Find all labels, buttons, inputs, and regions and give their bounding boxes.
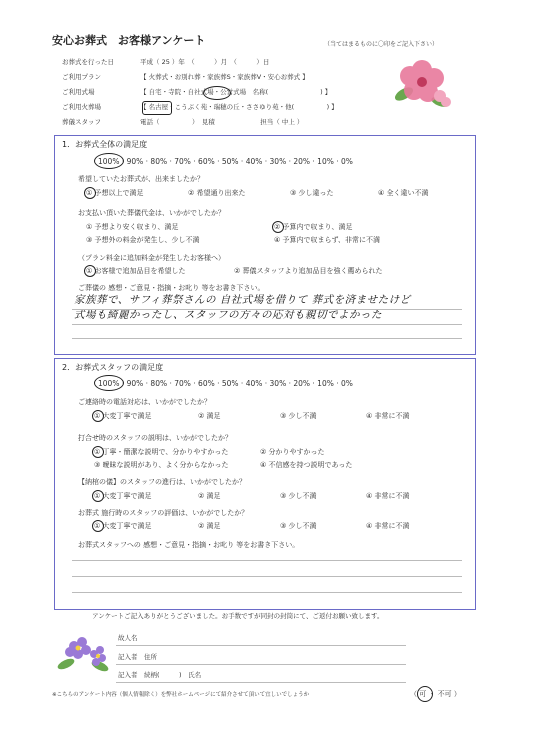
relation-name-label: 記入者 続柄( ) 氏名 <box>118 671 202 679</box>
s1-q3-opt1: ① お客様で追加品目を希望した <box>86 267 186 275</box>
crematorium-label: ご利用火葬場 <box>62 103 101 111</box>
plan-label: ご利用プラン <box>62 73 101 81</box>
s1-q1-opt2: ② 希望通り出来た <box>188 189 246 197</box>
s2-q2-mark <box>92 446 104 458</box>
s2-q2-opt4: ④ 不信感を持つ説明であった <box>260 461 353 469</box>
consent-choice: （ 可 ・ 不可 ） <box>410 690 461 698</box>
s1-q2-mark <box>272 221 284 233</box>
s2-q3-opt1: ① 大変丁寧で満足 <box>94 492 152 500</box>
consent-question: ※こちらのアンケート内容（個人情報除く）を弊社ホームページにて紹介させて頂いて宜しいでしょうか <box>52 692 310 698</box>
s2-q4-opt1: ① 大変丁寧で満足 <box>94 522 152 530</box>
staff-label: 葬儀スタッフ <box>62 118 101 126</box>
s2-q3-mark <box>92 490 104 502</box>
s2-q3: 【納棺の儀】のスタッフの進行は、いかがでしたか？ <box>78 478 246 486</box>
s2-comment-rule <box>72 592 462 593</box>
s2-q2-opt1: ① 丁寧・簡潔な説明で、分かりやすかった <box>94 448 229 456</box>
s2-q3-opt2: ② 満足 <box>198 492 221 500</box>
deceased-name-label: 故人名 <box>118 634 138 642</box>
relation-name-rule <box>116 682 406 683</box>
s1-q2-opt2: ② 予算内で収まり、満足 <box>274 223 353 231</box>
s2-q5: お葬式スタッフへの 感想・ご意見・指摘・お叱り 等をお書き下さい。 <box>78 541 300 549</box>
crematorium-selection-mark <box>142 101 172 115</box>
s2-q4-mark <box>92 520 104 532</box>
s2-q2-opt2: ② 分かりやすかった <box>260 448 325 456</box>
s2-q4: お葬式 施行時のスタッフの評価は、いかがでしたか？ <box>78 509 249 517</box>
s1-q2-opt1: ① 予想より安く収まり、満足 <box>86 223 179 231</box>
s2-q3-opt4: ④ 非常に不満 <box>366 492 410 500</box>
date-value: 平成（ 25 ）年 （ ）月 （ ）日 <box>140 58 270 66</box>
s1-q1-opt3: ③ 少し違った <box>290 189 334 197</box>
s2-q4-opt3: ③ 少し不満 <box>280 522 317 530</box>
s1-q1-mark <box>84 187 96 199</box>
s1-q2-opt4: ④ 予算内で収まらず、非常に不満 <box>274 236 380 244</box>
crematorium-value: 【 名古屋・こうぶく苑・瑞穂の丘・ささゆり苑・他( ) 】 <box>140 103 338 111</box>
s2-q1-opt4: ④ 非常に不満 <box>366 412 410 420</box>
s1-q3-opt2: ② 葬儀スタッフより追加品目を強く薦められた <box>234 267 383 275</box>
s1-comment-line2: 式場も綺麗かったし、スタッフの方々の応対も親切でよかった <box>74 309 382 321</box>
s1-comment-rule <box>72 324 462 325</box>
s2-q2: 打合せ時のスタッフの説明は、いかがでしたか？ <box>78 434 232 442</box>
s2-q1-opt2: ② 満足 <box>198 412 221 420</box>
s1-q3: （プラン料金に追加料金が発生したお客様へ） <box>78 254 225 262</box>
s1-q2: お支払い頂いた葬儀代金は、いかがでしたか？ <box>78 209 225 217</box>
s2-q3-opt3: ③ 少し不満 <box>280 492 317 500</box>
purple-flower-decoration-icon <box>56 628 112 676</box>
instruction-note: （当てはまるものに〇印をご記入下さい） <box>324 41 439 48</box>
section2-title: 2．お葬式スタッフの満足度 <box>62 363 164 372</box>
venue-selection-mark <box>203 86 231 100</box>
s1-comment-rule <box>72 338 462 339</box>
s2-comment-rule <box>72 576 462 577</box>
s2-q4-opt2: ② 満足 <box>198 522 221 530</box>
s2-q4-opt4: ④ 非常に不満 <box>366 522 410 530</box>
s2-q1-mark <box>92 410 104 422</box>
deceased-name-rule <box>116 645 406 646</box>
section1-scale-mark <box>94 153 124 169</box>
consent-mark <box>417 686 433 702</box>
address-label: 記入者 住所 <box>118 653 157 661</box>
s2-q1-opt3: ③ 少し不満 <box>280 412 317 420</box>
section1-scale: 100% · 90% · 80% · 70% · 60% · 50% · 40% · 30% · 20% · 10% · 0% <box>98 157 353 166</box>
s1-q1-opt1: ① 予想以上で満足 <box>86 189 144 197</box>
s1-q1-opt4: ④ 全く違い不満 <box>378 189 429 197</box>
s1-comment-line1: 家族葬で、サフィ葬祭さんの 自社式場を借りて 葬式を済ませたけど <box>74 294 411 306</box>
flower-decoration-icon <box>392 52 452 114</box>
s2-q1: ご連絡時の電話対応は、いかがでしたか？ <box>78 398 211 406</box>
s2-comment-rule <box>72 560 462 561</box>
section2-scale: 100% · 90% · 80% · 70% · 60% · 50% · 40% · 30% · 20% · 10% · 0% <box>98 379 353 388</box>
section1-title: 1．お葬式全体の満足度 <box>62 140 148 149</box>
form-title: 安心お葬式 お客様アンケート <box>52 34 206 47</box>
s1-q1: 希望していたお葬式が、出来ましたか？ <box>78 175 204 183</box>
s2-q1-opt1: ① 大変丁寧で満足 <box>94 412 152 420</box>
venue-value: 【 自宅・寺院・自社式場・公営式場 名称( ) 】 <box>140 88 332 96</box>
s1-comment-rule <box>72 309 462 310</box>
s1-q2-opt3: ③ 予想外の料金が発生し、少し不満 <box>86 236 200 244</box>
date-label: お葬式を行った日 <box>62 58 114 66</box>
staff-value: 電話（ ） 見積 担当（ 中上 ） <box>140 118 304 126</box>
address-rule <box>116 664 406 665</box>
section2-scale-mark <box>94 375 124 391</box>
venue-label: ご利用式場 <box>62 88 95 96</box>
plan-value: 【 火葬式・お別れ葬・家族葬S・家族葬V・安心お葬式 】 <box>140 73 309 81</box>
s1-q3-mark <box>84 265 96 277</box>
s2-q2-opt3: ③ 曖昧な説明があり、よく分からなかった <box>94 461 229 469</box>
thanks-message: アンケートご記入ありがとうございました。お手数ですが同封の封筒にて、ご返付お願い致します。 <box>92 612 384 620</box>
section1-box <box>54 135 476 355</box>
s1-q4: ご葬儀の 感想・ご意見・指摘・お叱り 等をお書き下さい。 <box>78 284 265 292</box>
